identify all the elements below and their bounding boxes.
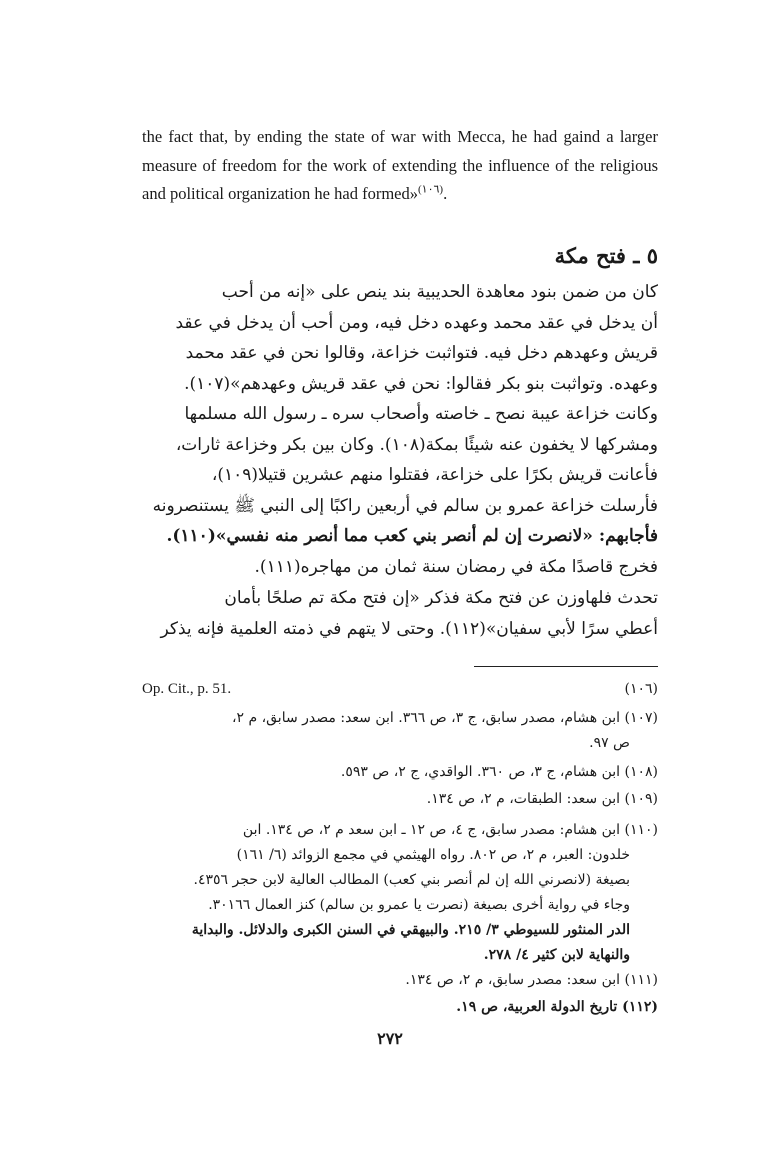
footnote-112-text: (١١٢) تاريخ الدولة العربية، ص ١٩.	[456, 999, 658, 1015]
footnote-108-text: (١٠٨) ابن هشام، ج ٣، ص ٣٦٠. الواقدي، ج ٢، ص ٥٩٣.	[340, 764, 658, 780]
english-quote-end: .	[443, 184, 448, 203]
footnote-108	[142, 760, 658, 785]
paragraph-1-line: ومشركها لا يخفون عنه شيئًا بمكة(١٠٨). وكان بين بكر وخزاعة ثارات،	[175, 434, 658, 455]
footnote-109	[142, 787, 658, 812]
footnote-110-line: والنهاية لابن كثير ٤/ ٢٧٨.	[483, 947, 630, 963]
footnote-106-row	[142, 677, 658, 702]
footnote-106	[142, 677, 658, 702]
paragraph-1-line: وعهده. وتواثبت بنو بكر فقالوا: نحن في عقد قريش وعهدهم»(١٠٧).	[184, 373, 658, 394]
english-quote-paragraph	[142, 123, 658, 209]
paragraph-2-line: أعطي سرًا لأبي سفيان»(١١٢). وحتى لا يتهم في ذمته العلمية فإنه يذكر	[160, 618, 658, 639]
paragraph-1-line: وكانت خزاعة عيبة نصح ـ خاصته وأصحاب سره ـ رسول الله مسلمها	[184, 404, 658, 424]
footnote-107-line: (١٠٧) ابن هشام، مصدر سابق، ج ٣، ص ٣٦٦. ابن سعد: مصدر سابق، م ٢،	[231, 710, 658, 726]
page-number: ٢٧٢	[377, 1029, 403, 1048]
paragraph-1-line: فأعانت قريش بكرًا على خزاعة، فقتلوا منهم عشرين قتيلا(١٠٩)،	[211, 465, 658, 485]
footnote-111	[142, 968, 658, 993]
footnote-106-text: Op. Cit., p. 51.	[142, 681, 232, 697]
footnote-112	[142, 995, 658, 1020]
footnote-110-line: وجاء في رواية أخرى بصيغة (نصرت يا عمرو بن سالم) كنز العمال ٣٠١٦٦.	[208, 897, 630, 913]
footnote-106-number: (١٠٦)	[624, 681, 658, 697]
paragraph-1-line: فخرج قاصدًا مكة في رمضان سنة ثمان من مهاجره(١١١).	[254, 556, 658, 577]
paragraph-1-line: كان من ضمن بنود معاهدة الحديبية بند ينص على «إنه من أحب	[221, 282, 658, 302]
footnote-107-line: ص ٩٧.	[589, 735, 630, 751]
section-heading: ٥ ـ فتح مكة	[554, 243, 658, 268]
paragraph-1-line-quote: فأجابهم: «لانصرت إن لم أنصر بني كعب مما أنصر منه نفسي»(١١٠).	[166, 526, 658, 546]
arabic-paragraph-1	[142, 277, 658, 582]
footnote-110-line: الدر المنثور للسيوطي ٣/ ٢١٥. والبيهقي في السنن الكبرى والدلائل. والبداية	[191, 922, 630, 938]
arabic-paragraph-2	[142, 583, 658, 644]
footnote-111-text: (١١١) ابن سعد: مصدر سابق، م ٢، ص ١٣٤.	[405, 972, 658, 988]
footnote-110	[142, 818, 658, 968]
footnote-ref-106: (١٠٦)	[417, 183, 444, 196]
paragraph-1-line: أن يدخل في عقد محمد وعهده دخل فيه، ومن أحب أن يدخل في عقد	[175, 312, 658, 333]
footnote-separator	[474, 666, 658, 667]
footnote-110-line: بصيغة (لانصرني الله إن لم أنصر بني كعب) المطالب العالية لابن حجر ٤٣٥٦.	[193, 872, 630, 888]
paragraph-1-line: قريش وعهدهم دخل فيه. فتواثبت خزاعة، وقالوا نحن في عقد محمد	[185, 343, 658, 363]
paragraph-1-line: فأرسلت خزاعة عمرو بن سالم في أربعين راكبًا إلى النبي ﷺ يستنصرونه	[152, 495, 658, 516]
footnote-107	[142, 706, 658, 756]
footnote-110-line: (١١٠) ابن هشام: مصدر سابق، ج ٤، ص ١٢ ـ ابن سعد م ٢، ص ١٣٤. ابن	[242, 822, 658, 838]
english-quote-text: the fact that, by ending the state of war with Mecca, he had gaind a larger measure of freedom for the work of extending the influence of the religious and political organization he had formed»	[142, 127, 658, 203]
footnote-109-text: (١٠٩) ابن سعد: الطبقات، م ٢، ص ١٣٤.	[426, 791, 658, 807]
paragraph-2-line: تحدث فلهاوزن عن فتح مكة فذكر «إن فتح مكة تم صلحًا بأمان	[224, 588, 658, 608]
footnote-110-line: خلدون: العبر، م ٢، ص ٨٠٢. رواه الهيثمي في مجمع الزوائد (٦/ ١٦١)	[236, 847, 630, 863]
